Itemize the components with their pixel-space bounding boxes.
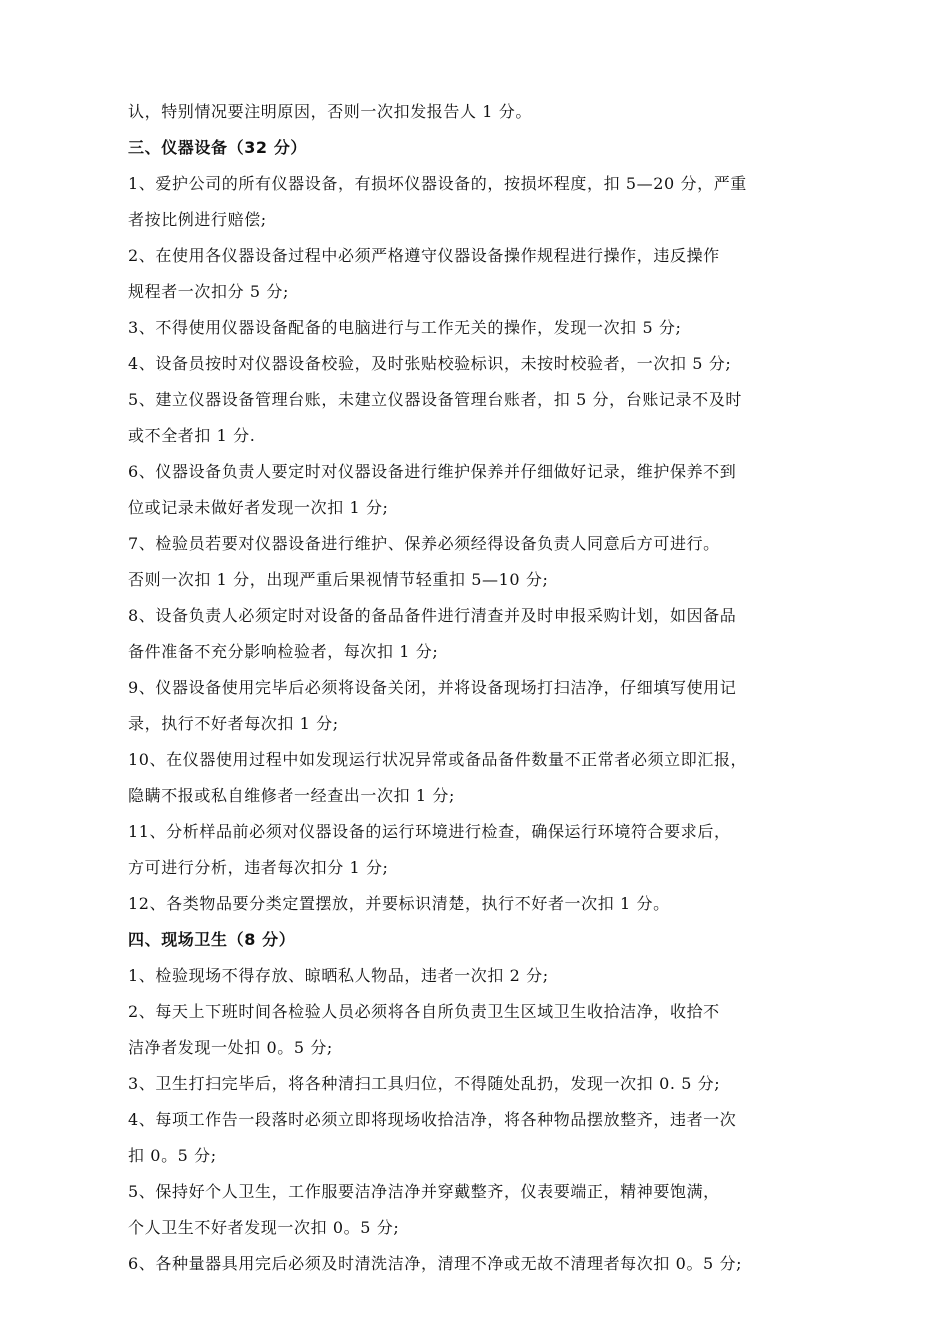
text-line: 1、检验现场不得存放、晾晒私人物品，违者一次扣 2 分; (128, 966, 549, 985)
text-line: 10、在仪器使用过程中如发现运行状况异常或备品备件数量不正常者必须立即汇报， (128, 750, 748, 769)
text-line: 规程者一次扣分 5 分; (128, 282, 289, 301)
text-line: 4、设备员按时对仪器设备校验，及时张贴校验标识，未按时校验者，一次扣 5 分; (128, 354, 732, 373)
text-line: 扣 0。5 分; (128, 1146, 217, 1165)
text-line: 录，执行不好者每次扣 1 分; (128, 714, 339, 733)
text-line: 洁净者发现一处扣 0。5 分; (128, 1038, 333, 1057)
text-line: 认，特别情况要注明原因，否则一次扣发报告人 1 分。 (128, 102, 532, 121)
text-line: 否则一次扣 1 分，出现严重后果视情节轻重扣 5—10 分; (128, 570, 549, 589)
text-line: 4、每项工作告一段落时必须立即将现场收拾洁净，将各种物品摆放整齐，违者一次 (128, 1110, 737, 1129)
text-line: 5、建立仪器设备管理台账，未建立仪器设备管理台账者，扣 5 分，台账记录不及时 (128, 390, 742, 409)
text-line: 9、仪器设备使用完毕后必须将设备关闭，并将设备现场打扫洁净，仔细填写使用记 (128, 678, 737, 697)
text-line: 7、检验员若要对仪器设备进行维护、保养必须经得设备负责人同意后方可进行。 (128, 534, 720, 553)
text-line: 者按比例进行赔偿; (128, 210, 267, 229)
text-line: 3、卫生打扫完毕后，将各种清扫工具归位，不得随处乱扔，发现一次扣 0. 5 分; (128, 1074, 721, 1093)
text-line: 2、在使用各仪器设备过程中必须严格遵守仪器设备操作规程进行操作，违反操作 (128, 246, 720, 265)
document-page (128, 94, 828, 1282)
text-line: 个人卫生不好者发现一次扣 0。5 分; (128, 1218, 400, 1237)
text-line: 5、保持好个人卫生，工作服要洁净洁净并穿戴整齐，仪表要端正，精神要饱满， (128, 1182, 720, 1201)
text-line: 方可进行分析，违者每次扣分 1 分; (128, 858, 389, 877)
text-line: 或不全者扣 1 分. (128, 426, 256, 445)
text-line: 1、爱护公司的所有仪器设备，有损坏仪器设备的，按损坏程度，扣 5—20 分，严重 (128, 174, 747, 193)
text-line: 备件准备不充分影响检验者，每次扣 1 分; (128, 642, 439, 661)
text-line: 隐瞒不报或私自维修者一经查出一次扣 1 分; (128, 786, 455, 805)
text-line: 12、各类物品要分类定置摆放，并要标识清楚，执行不好者一次扣 1 分。 (128, 894, 670, 913)
section-heading-instruments: 三、仪器设备（32 分） (128, 138, 308, 157)
text-line: 6、仪器设备负责人要定时对仪器设备进行维护保养并仔细做好记录，维护保养不到 (128, 462, 737, 481)
text-line: 位或记录未做好者发现一次扣 1 分; (128, 498, 389, 517)
text-line: 2、每天上下班时间各检验人员必须将各自所负责卫生区域卫生收拾洁净，收拾不 (128, 1002, 720, 1021)
text-line: 11、分析样品前必须对仪器设备的运行环境进行检查，确保运行环境符合要求后， (128, 822, 731, 841)
section-heading-hygiene: 四、现场卫生（8 分） (128, 930, 296, 949)
text-line: 6、各种量器具用完后必须及时清洗洁净，清理不净或无故不清理者每次扣 0。5 分; (128, 1254, 743, 1273)
text-line: 8、设备负责人必须定时对设备的备品备件进行清查并及时申报采购计划，如因备品 (128, 606, 737, 625)
text-line: 3、不得使用仪器设备配备的电脑进行与工作无关的操作，发现一次扣 5 分; (128, 318, 682, 337)
